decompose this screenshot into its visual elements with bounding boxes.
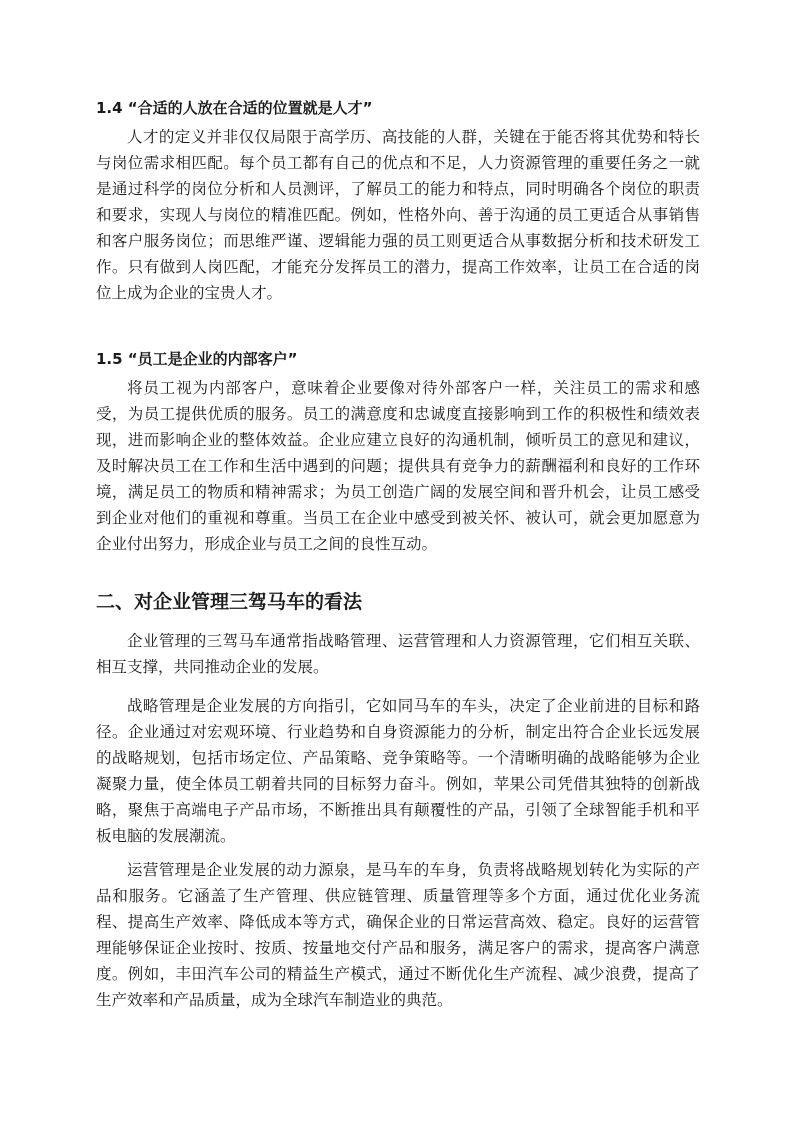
section-1-4-paragraph: 人才的定义并非仅仅局限于高学历、高技能的人群，关键在于能否将其优势和特长与岗位需求相匹配。每个员工都有自己的优点和不足，人力资源管理的重要任务之一就是通过科学的岗位分析和人员测评，了解员工的能力和特点，同时明确各个岗位的职责和要求，实现人与岗位的精准匹配。例如，性格外向、善于沟通的员工更适合从事销售和客户服务岗位；而思维严谨、逻辑能力强的员工则更适合从事数据分析和技术研发工作。只有做到人岗匹配，才能充分发挥员工的潜力，提高工作效率，让员工在合适的岗位上成为企业的宝贵人才。 [96,128,700,302]
operations-management-paragraph: 运营管理是企业发展的动力源泉，是马车的车身，负责将战略规划转化为实际的产品和服务。它涵盖了生产管理、供应链管理、质量管理等多个方面，通过优化业务流程、提高生产效率、降低成本等方式，确保企业的日常运营高效、稳定。良好的运营管理能够保证企业按时、按质、按量地交付产品和服务，满足客户的需求，提高客户满意度。例如，丰田汽车公司的精益生产模式，通过不断优化生产流程、减少浪费，提高了生产效率和产品质量，成为全球汽车制造业的典范。 [96,861,700,1009]
section-2-intro-paragraph: 企业管理的三驾马车通常指战略管理、运营管理和人力资源管理，它们相互关联、相互支撑，共同推动企业的发展。 [96,632,700,676]
section-2-heading: 二、对企业管理三驾马车的看法 [96,591,363,613]
strategy-management-paragraph: 战略管理是企业发展的方向指引，它如同马车的车头，决定了企业前进的目标和路径。企业通过对宏观环境、行业趋势和自身资源能力的分析，制定出符合企业长远发展的战略规划，包括市场定位、产品策略、竞争策略等。一个清晰明确的战略能够为企业凝聚力量，使全体员工朝着共同的目标努力奋斗。例如，苹果公司凭借其独特的创新战略，聚焦于高端电子产品市场，不断推出具有颠覆性的产品，引领了全球智能手机和平板电脑的发展潮流。 [96,697,700,845]
section-1-5-heading: 1.5 “员工是企业的内部客户” [96,350,298,368]
section-1-4-heading: 1.4 “合适的人放在合适的位置就是人才” [96,99,373,117]
section-1-5-paragraph: 将员工视为内部客户，意味着企业要像对待外部客户一样，关注员工的需求和感受，为员工提供优质的服务。员工的满意度和忠诚度直接影响到工作的积极性和绩效表现，进而影响企业的整体效益。企业应建立良好的沟通机制，倾听员工的意见和建议，及时解决员工在工作和生活中遇到的问题；提供具有竞争力的薪酬福利和良好的工作环境，满足员工的物质和精神需求；为员工创造广阔的发展空间和晋升机会，让员工感受到企业对他们的重视和尊重。当员工在企业中感受到被关怀、被认可，就会更加愿意为企业付出努力，形成企业与员工之间的良性互动。 [96,379,700,553]
